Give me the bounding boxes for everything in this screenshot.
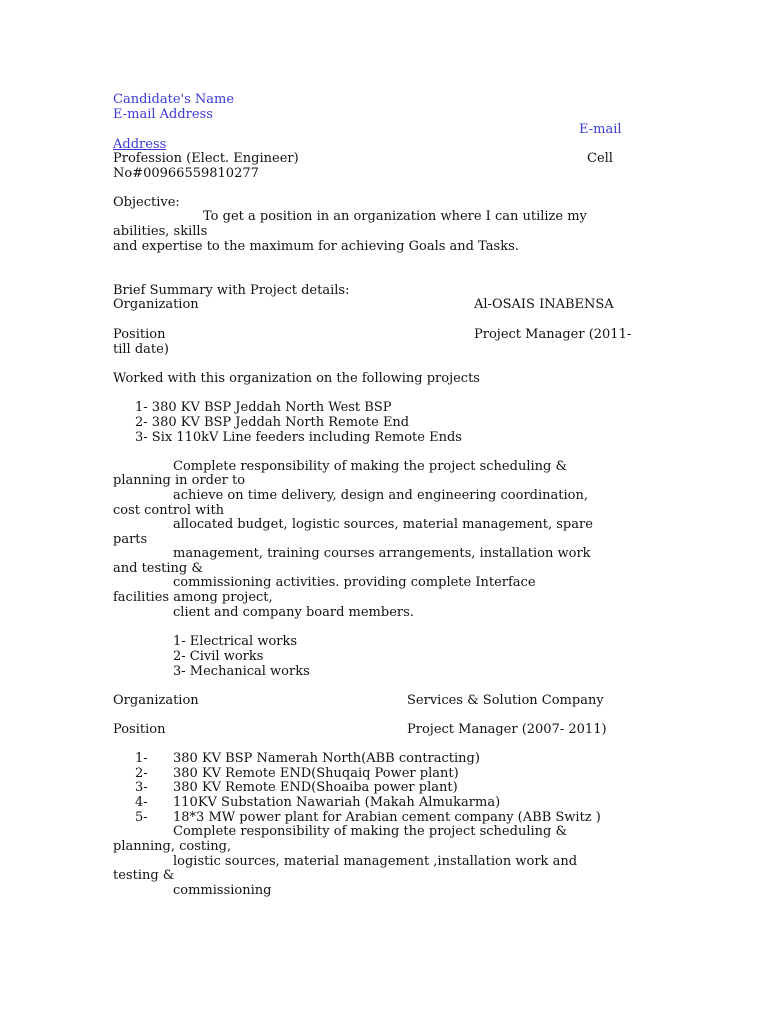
- org2-resp-line: planning, costing,: [113, 839, 232, 854]
- cell-label: Cell: [587, 151, 613, 166]
- org2-project-text: 380 KV BSP Namerah North(ABB contracting): [173, 751, 480, 766]
- org1-resp-line: and testing &: [113, 561, 203, 576]
- org1-resp-line: client and company board members.: [173, 605, 414, 620]
- org1-project-item: 3- Six 110kV Line feeders including Remote Ends: [135, 430, 462, 445]
- org2-label: Organization: [113, 693, 199, 708]
- org2-project-num: 4-: [135, 795, 148, 810]
- org1-resp-line: parts: [113, 532, 148, 547]
- org1-value: Al-OSAIS INABENSA: [474, 297, 614, 312]
- objective-line: abilities, skills: [113, 224, 208, 239]
- org1-resp-line: facilities among project,: [113, 590, 273, 605]
- org2-value: Services & Solution Company: [407, 693, 604, 708]
- org1-label: Organization: [113, 297, 199, 312]
- org2-project-text: 380 KV Remote END(Shuqaiq Power plant): [173, 766, 459, 781]
- org1-position-label: Position: [113, 327, 166, 342]
- org2-project-num: 1-: [135, 751, 148, 766]
- org1-position-value: Project Manager (2011-: [474, 327, 632, 342]
- org1-resp-line: cost control with: [113, 503, 225, 518]
- objective-line: To get a position in an organization where I can utilize my: [203, 209, 587, 224]
- candidate-name: Candidate's Name: [113, 92, 235, 107]
- org1-resp-line: planning in order to: [113, 473, 246, 488]
- org2-project-num: 5-: [135, 810, 148, 825]
- org1-position-value-cont: till date): [113, 342, 169, 357]
- org1-intro: Worked with this organization on the following projects: [113, 371, 480, 386]
- org2-project-text: 110KV Substation Nawariah (Makah Almukarma): [173, 795, 501, 810]
- email-address-right-line2[interactable]: Address: [113, 137, 167, 152]
- org2-resp-line: commissioning: [173, 883, 272, 898]
- org2-resp-line: testing &: [113, 868, 175, 883]
- profession: Profession (Elect. Engineer): [113, 151, 299, 166]
- org2-position-label: Position: [113, 722, 166, 737]
- org1-works-item: 3- Mechanical works: [173, 664, 310, 679]
- org2-resp-line: Complete responsibility of making the project scheduling &: [173, 824, 568, 839]
- summary-heading: Brief Summary with Project details:: [113, 283, 350, 298]
- org2-resp-line: logistic sources, material management ,installation work and: [173, 854, 578, 869]
- org1-project-item: 1- 380 KV BSP Jeddah North West BSP: [135, 400, 392, 415]
- org2-project-num: 3-: [135, 780, 148, 795]
- objective-line: and expertise to the maximum for achieving Goals and Tasks.: [113, 239, 519, 254]
- org2-project-text: 18*3 MW power plant for Arabian cement company (ABB Switz ): [173, 810, 601, 825]
- org2-project-text: 380 KV Remote END(Shoaiba power plant): [173, 780, 458, 795]
- objective-heading: Objective:: [113, 195, 180, 210]
- org1-resp-line: allocated budget, logistic sources, material management, spare: [173, 517, 593, 532]
- org1-resp-line: Complete responsibility of making the project scheduling &: [173, 459, 568, 474]
- org1-resp-line: management, training courses arrangements, installation work: [173, 546, 591, 561]
- org1-resp-line: commissioning activities. providing complete Interface: [173, 575, 536, 590]
- org1-works-item: 2- Civil works: [173, 649, 264, 664]
- org1-resp-line: achieve on time delivery, design and engineering coordination,: [173, 488, 588, 503]
- org2-position-value: Project Manager (2007- 2011): [407, 722, 607, 737]
- email-address-right-line1: E-mail: [579, 122, 622, 137]
- email-address-left: E-mail Address: [113, 107, 213, 122]
- org2-project-num: 2-: [135, 766, 148, 781]
- cell-number: No#00966559810277: [113, 166, 259, 181]
- org1-works-item: 1- Electrical works: [173, 634, 298, 649]
- org1-project-item: 2- 380 KV BSP Jeddah North Remote End: [135, 415, 410, 430]
